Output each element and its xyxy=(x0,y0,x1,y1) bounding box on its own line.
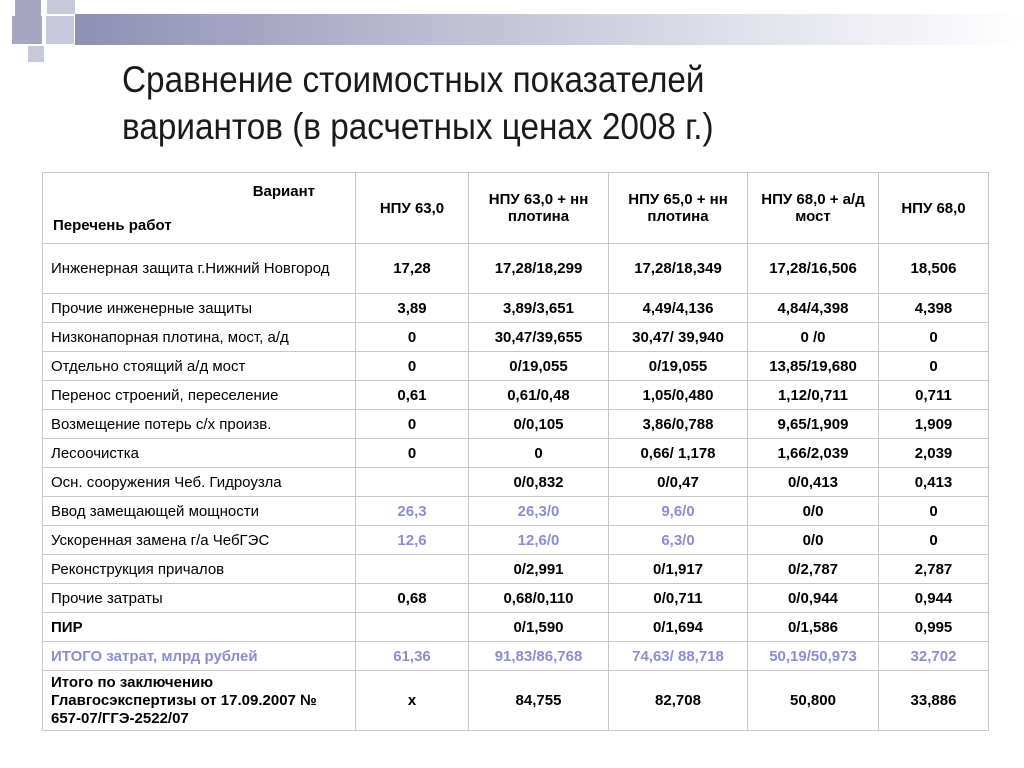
table-cell: 0,61 xyxy=(356,381,469,410)
table-cell: 9,6/0 xyxy=(609,497,748,526)
table-cell: 1,66/2,039 xyxy=(748,439,879,468)
table-cell: 4,84/4,398 xyxy=(748,294,879,323)
row-label: Прочие инженерные защиты xyxy=(43,294,356,323)
table-cell: 0,61/0,48 xyxy=(469,381,609,410)
table-cell: 18,506 xyxy=(879,244,989,294)
table-cell: 0/0,105 xyxy=(469,410,609,439)
table-cell: 6,3/0 xyxy=(609,526,748,555)
row-label: Низконапорная плотина, мост, а/д xyxy=(43,323,356,352)
table-row xyxy=(43,323,989,352)
row-label: Ускоренная замена г/а ЧебГЭС xyxy=(43,526,356,555)
column-header: НПУ 68,0 xyxy=(879,173,989,244)
table-cell: 0/1,586 xyxy=(748,613,879,642)
table-cell: 0/1,917 xyxy=(609,555,748,584)
row-label: Итого по заключению Главгосэкспертизы от 17.09.2007 № 657-07/ГГЭ-2522/07 xyxy=(43,671,356,731)
table-cell: 0/1,694 xyxy=(609,613,748,642)
decor-top-bar xyxy=(75,14,1024,45)
table-cell: 0/0,711 xyxy=(609,584,748,613)
table-cell: 0/2,991 xyxy=(469,555,609,584)
table-cell: 0,68 xyxy=(356,584,469,613)
row-label: Инженерная защита г.Нижний Новгород xyxy=(43,244,356,294)
row-label: Отдельно стоящий а/д мост xyxy=(43,352,356,381)
table-cell: 50,19/50,973 xyxy=(748,642,879,671)
column-header: НПУ 65,0 + нн плотина xyxy=(609,173,748,244)
table-cell: 0/1,590 xyxy=(469,613,609,642)
column-header: НПУ 63,0 xyxy=(356,173,469,244)
table-total-row xyxy=(43,642,989,671)
table-header-row xyxy=(43,173,989,244)
table-cell: 0 xyxy=(879,526,989,555)
table-cell: 0/19,055 xyxy=(469,352,609,381)
table-cell: 74,63/ 88,718 xyxy=(609,642,748,671)
table-cell: 0,995 xyxy=(879,613,989,642)
table-cell: 0/19,055 xyxy=(609,352,748,381)
table-cell: 0/2,787 xyxy=(748,555,879,584)
decor-square xyxy=(15,0,41,16)
table-expertise-row xyxy=(43,671,989,731)
table-cell: 0,413 xyxy=(879,468,989,497)
table-cell: 1,05/0,480 xyxy=(609,381,748,410)
table-cell: 4,398 xyxy=(879,294,989,323)
column-header: НПУ 63,0 + нн плотина xyxy=(469,173,609,244)
table-cell: 30,47/39,655 xyxy=(469,323,609,352)
table-row xyxy=(43,468,989,497)
table-cell: 2,039 xyxy=(879,439,989,468)
header-corner-cell xyxy=(43,173,356,244)
row-label: ИТОГО затрат, млрд рублей xyxy=(43,642,356,671)
table-row xyxy=(43,294,989,323)
decor-square xyxy=(46,16,74,44)
table-row xyxy=(43,613,989,642)
table-cell: 0/0 xyxy=(748,526,879,555)
table-cell: 13,85/19,680 xyxy=(748,352,879,381)
row-label: Реконструкция причалов xyxy=(43,555,356,584)
table-cell: 26,3 xyxy=(356,497,469,526)
table-cell: 12,6 xyxy=(356,526,469,555)
table-cell: 0/0,944 xyxy=(748,584,879,613)
table-cell: 82,708 xyxy=(609,671,748,731)
table-cell: х xyxy=(356,671,469,731)
table-cell: 84,755 xyxy=(469,671,609,731)
table-cell: 1,909 xyxy=(879,410,989,439)
decor-square xyxy=(28,46,44,62)
cost-comparison-table xyxy=(42,172,989,731)
table-cell xyxy=(356,555,469,584)
row-label: Осн. сооружения Чеб. Гидроузла xyxy=(43,468,356,497)
table-cell: 0 xyxy=(356,323,469,352)
table-cell: 0 xyxy=(356,439,469,468)
table-cell: 33,886 xyxy=(879,671,989,731)
table-row xyxy=(43,526,989,555)
table-row xyxy=(43,555,989,584)
table-row xyxy=(43,352,989,381)
table-cell: 4,49/4,136 xyxy=(609,294,748,323)
table-cell: 0 xyxy=(356,410,469,439)
table-cell: 32,702 xyxy=(879,642,989,671)
table-cell: 0 xyxy=(879,352,989,381)
table-row xyxy=(43,497,989,526)
table-row xyxy=(43,381,989,410)
row-label: Прочие затраты xyxy=(43,584,356,613)
table-row xyxy=(43,584,989,613)
table-cell: 0/0,832 xyxy=(469,468,609,497)
row-label: Лесоочистка xyxy=(43,439,356,468)
table-cell: 0/0,47 xyxy=(609,468,748,497)
header-variant-label: Вариант xyxy=(252,183,315,200)
table-cell: 0,68/0,110 xyxy=(469,584,609,613)
table-cell: 17,28/16,506 xyxy=(748,244,879,294)
table-cell: 91,83/86,768 xyxy=(469,642,609,671)
table-cell: 2,787 xyxy=(879,555,989,584)
row-label: ПИР xyxy=(43,613,356,642)
table-cell: 30,47/ 39,940 xyxy=(609,323,748,352)
column-header: НПУ 68,0 + а/д мост xyxy=(748,173,879,244)
row-label: Перенос строений, переселение xyxy=(43,381,356,410)
table-cell: 17,28/18,349 xyxy=(609,244,748,294)
slide-title-line-1: Сравнение стоимостных показателей xyxy=(122,59,705,100)
table-cell: 17,28 xyxy=(356,244,469,294)
table-cell: 9,65/1,909 xyxy=(748,410,879,439)
table-cell: 0,944 xyxy=(879,584,989,613)
table-cell: 26,3/0 xyxy=(469,497,609,526)
table-cell: 0 xyxy=(879,323,989,352)
table-cell: 12,6/0 xyxy=(469,526,609,555)
table-row xyxy=(43,244,989,294)
table-cell: 61,36 xyxy=(356,642,469,671)
table-cell: 0/0,413 xyxy=(748,468,879,497)
table-cell: 3,86/0,788 xyxy=(609,410,748,439)
header-works-label: Перечень работ xyxy=(53,217,172,234)
slide-title xyxy=(122,56,896,150)
table-cell: 0 /0 xyxy=(748,323,879,352)
slide-title-line-2: вариантов (в расчетных ценах 2008 г.) xyxy=(122,106,714,147)
table-cell: 0 xyxy=(356,352,469,381)
table-row xyxy=(43,410,989,439)
decor-square xyxy=(47,0,75,14)
table-cell: 3,89 xyxy=(356,294,469,323)
decor-square xyxy=(12,16,42,44)
row-label: Возмещение потерь с/х произв. xyxy=(43,410,356,439)
table-cell: 3,89/3,651 xyxy=(469,294,609,323)
table-cell: 0/0 xyxy=(748,497,879,526)
table-cell xyxy=(356,468,469,497)
table-cell: 0,66/ 1,178 xyxy=(609,439,748,468)
table-cell: 0 xyxy=(469,439,609,468)
table-cell: 1,12/0,711 xyxy=(748,381,879,410)
table-cell: 17,28/18,299 xyxy=(469,244,609,294)
table-cell xyxy=(356,613,469,642)
table-cell: 50,800 xyxy=(748,671,879,731)
table-cell: 0 xyxy=(879,497,989,526)
table-cell: 0,711 xyxy=(879,381,989,410)
row-label: Ввод замещающей мощности xyxy=(43,497,356,526)
table-row xyxy=(43,439,989,468)
